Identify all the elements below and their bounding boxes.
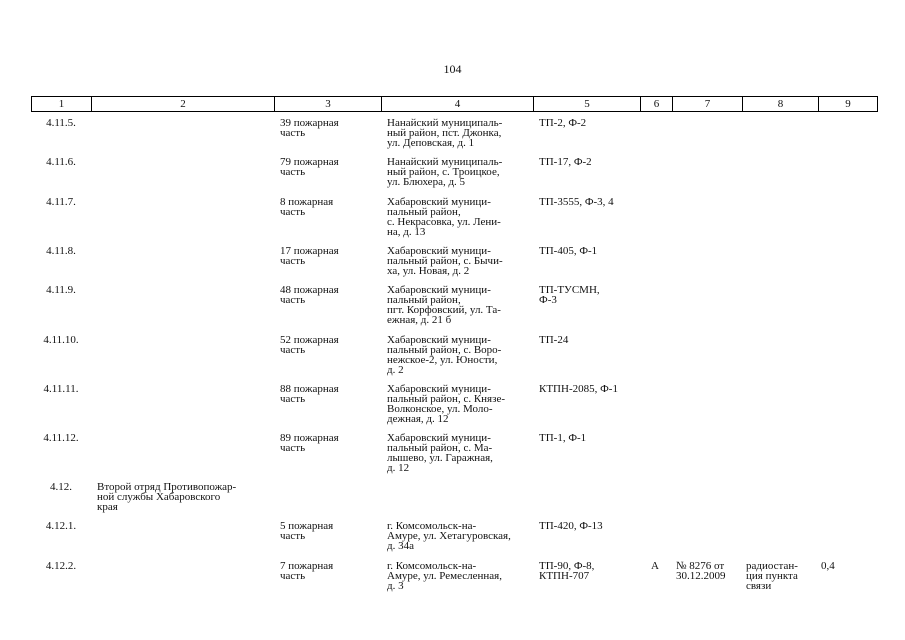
power-source: ТП-420, Ф-13 [539, 520, 603, 532]
column-header-3: 3 [275, 97, 382, 112]
category: А [651, 560, 659, 572]
address: Хабаровский муници- пальный район, с. Бычи- ха, ул. Новая, д. 2 [387, 245, 503, 277]
column-number-header [31, 96, 878, 112]
power-source: ТП-2, Ф-2 [539, 117, 587, 129]
column-header-7: 7 [673, 97, 743, 112]
row-number: 4.12.1. [45, 520, 77, 532]
address: Нанайский муниципаль- ный район, с. Троицкое, ул. Блюхера, д. 5 [387, 156, 503, 188]
address: Хабаровский муници- пальный район, с. Воро- нежское-2, ул. Юности, д. 2 [387, 334, 502, 376]
column-header-1: 1 [32, 97, 92, 112]
power-source: ТП-3555, Ф-3, 4 [539, 196, 614, 208]
fire-unit: 52 пожарная часть [280, 334, 339, 356]
address: г. Комсомольск-на- Амуре, ул. Ремесленная, д. 3 [387, 560, 502, 592]
page-number: 104 [443, 62, 462, 76]
power-source: ТП-405, Ф-1 [539, 245, 598, 257]
row-number: 4.12. [50, 481, 72, 493]
power-source: ТП-90, Ф-8, КТПН-707 [539, 560, 595, 582]
voltage: 0,4 [821, 560, 835, 572]
address: Хабаровский муници- пальный район, с. Некрасовка, ул. Лени- на, д. 13 [387, 196, 501, 238]
column-header-4: 4 [382, 97, 534, 112]
column-header-9: 9 [819, 97, 878, 112]
row-number: 4.11.11. [43, 383, 79, 395]
row-number: 4.11.5. [46, 117, 76, 129]
column-header-8: 8 [743, 97, 819, 112]
power-source: ТП-24 [539, 334, 569, 346]
address: Хабаровский муници- пальный район, с. Ма- лышево, ул. Гаражная, д. 12 [387, 432, 493, 474]
fire-unit: 88 пожарная часть [280, 383, 339, 405]
address: г. Комсомольск-на- Амуре, ул. Хетагуровская, д. 34а [387, 520, 511, 552]
row-number: 4.11.6. [46, 156, 76, 168]
column-header-5: 5 [534, 97, 641, 112]
address: Нанайский муниципаль- ный район, пст. Джонка, ул. Деповская, д. 1 [387, 117, 503, 149]
fire-unit: 7 пожарная часть [280, 560, 334, 582]
fire-unit: 5 пожарная часть [280, 520, 334, 542]
row-number: 4.11.9. [46, 284, 76, 296]
document-ref: № 8276 от 30.12.2009 [676, 560, 726, 582]
power-source: ТП-17, Ф-2 [539, 156, 592, 168]
row-number: 4.11.10. [43, 334, 79, 346]
power-source: ТП-ТУСМН, Ф-3 [539, 284, 600, 306]
row-number: 4.12.2. [45, 560, 77, 572]
row-number: 4.11.8. [46, 245, 76, 257]
fire-unit: 17 пожарная часть [280, 245, 339, 267]
row-number: 4.11.7. [46, 196, 76, 208]
fire-unit: 79 пожарная часть [280, 156, 339, 178]
column-header-6: 6 [641, 97, 673, 112]
address: Хабаровский муници- пальный район, с. Князе- Волконское, ул. Моло- дежная, д. 12 [387, 383, 505, 425]
organization-name: Второй отряд Противопожар- ной службы Хабаровского края [97, 481, 237, 513]
row-number: 4.11.12. [43, 432, 79, 444]
power-source: ТП-1, Ф-1 [539, 432, 587, 444]
fire-unit: 8 пожарная часть [280, 196, 334, 218]
column-header-2: 2 [92, 97, 275, 112]
power-source: КТПН-2085, Ф-1 [539, 383, 618, 395]
fire-unit: 39 пожарная часть [280, 117, 339, 139]
fire-unit: 89 пожарная часть [280, 432, 339, 454]
fire-unit: 48 пожарная часть [280, 284, 339, 306]
object-type: радиостан- ция пункта связи [746, 560, 798, 592]
address: Хабаровский муници- пальный район, пгт. Корфовский, ул. Та- ежная, д. 21 б [387, 284, 501, 326]
